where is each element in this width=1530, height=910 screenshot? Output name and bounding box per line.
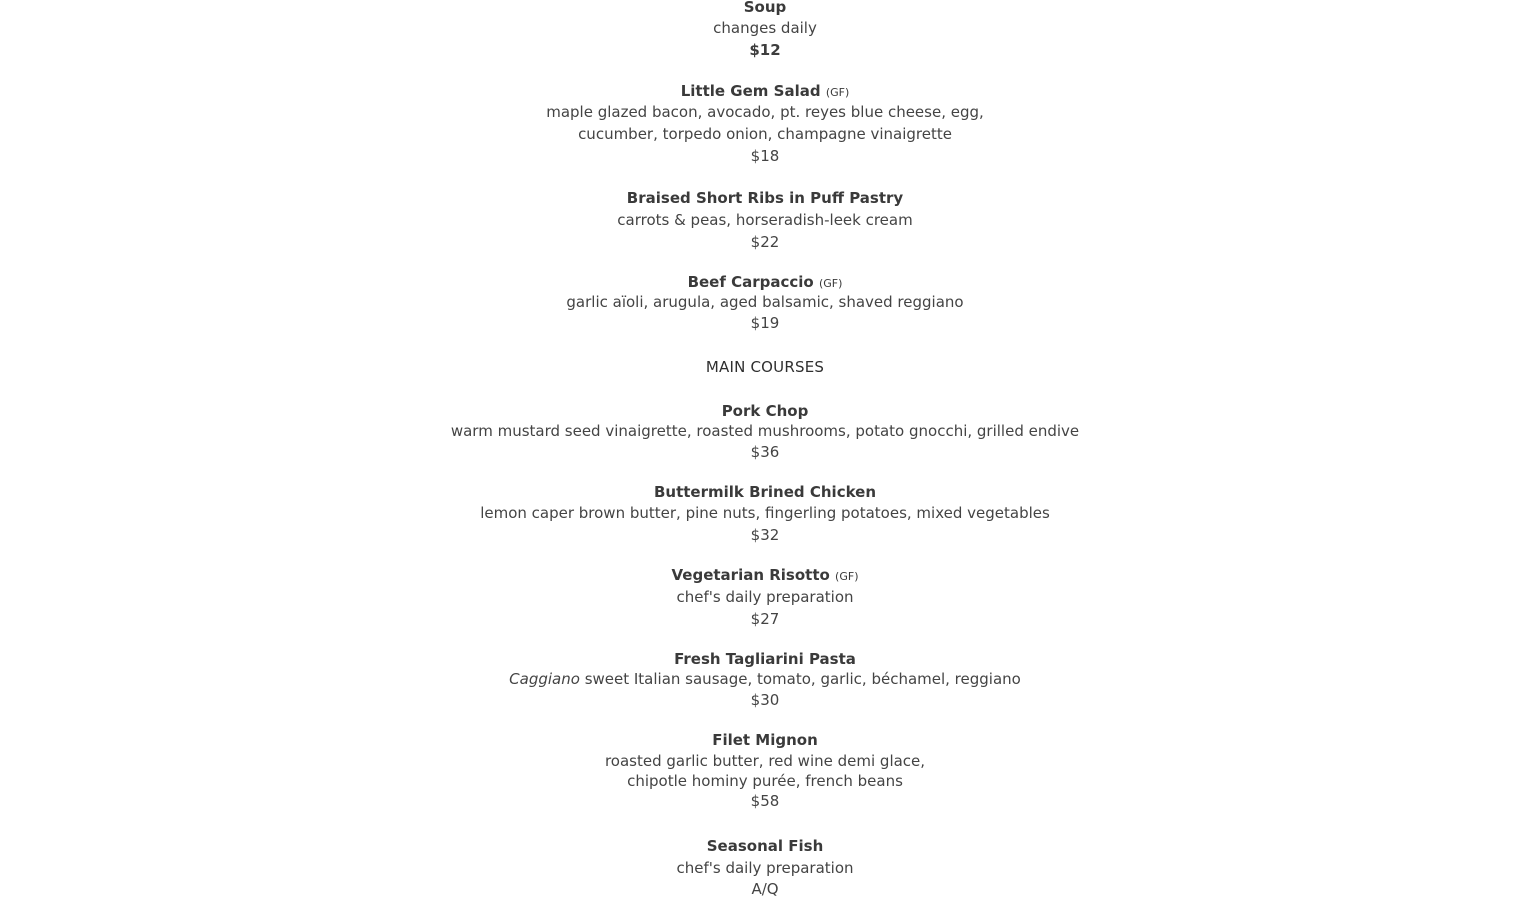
pork-chop-name: Pork Chop — [721, 402, 809, 420]
short-ribs-name: Braised Short Ribs in Puff Pastry — [626, 189, 904, 207]
seasonal-fish-name: Seasonal Fish — [706, 837, 824, 855]
item-name: Soup — [743, 0, 787, 16]
little-gem-description-line2: cucumber, torpedo onion, champagne vinaigrette — [578, 125, 952, 143]
filet-mignon-name: Filet Mignon — [712, 731, 818, 749]
filet-mignon-price: $58 — [750, 792, 780, 810]
soup-description: changes daily — [713, 19, 817, 37]
pasta-name: Fresh Tagliarini Pasta — [674, 650, 856, 668]
item-name: Beef Carpaccio — [687, 273, 814, 291]
beef-carpaccio-price: $19 — [750, 314, 780, 332]
risotto-description: chef's daily preparation — [676, 588, 854, 606]
little-gem-salad-name — [0, 81, 1530, 103]
soup-price: $12 — [749, 41, 781, 59]
little-gem-price: $18 — [750, 147, 780, 165]
seasonal-fish-price: A/Q — [751, 880, 779, 898]
gluten-free-tag: (GF) — [835, 570, 859, 583]
item-name: Little Gem Salad — [680, 82, 821, 100]
gluten-free-tag: (GF) — [825, 86, 850, 99]
gluten-free-tag: (GF) — [818, 277, 843, 290]
chicken-price: $32 — [750, 526, 780, 544]
filet-mignon-description-line1: roasted garlic butter, red wine demi glace, — [604, 752, 926, 770]
seasonal-fish-description: chef's daily preparation — [676, 859, 854, 877]
beef-carpaccio-name — [0, 272, 1530, 294]
pasta-price: $30 — [750, 691, 780, 709]
pork-chop-price: $36 — [750, 443, 780, 461]
pork-chop-description: warm mustard seed vinaigrette, roasted mushrooms, potato gnocchi, grilled endive — [450, 422, 1080, 440]
risotto-price: $27 — [750, 610, 780, 628]
item-name: Vegetarian Risotto — [671, 566, 830, 584]
chicken-name: Buttermilk Brined Chicken — [653, 483, 877, 501]
risotto-name — [0, 565, 1530, 587]
short-ribs-price: $22 — [750, 233, 780, 251]
short-ribs-description: carrots & peas, horseradish-leek cream — [617, 211, 913, 229]
pasta-description — [0, 669, 1530, 689]
main-courses-heading: MAIN COURSES — [705, 358, 825, 376]
little-gem-description-line1: maple glazed bacon, avocado, pt. reyes blue cheese, egg, — [546, 103, 984, 121]
beef-carpaccio-description: garlic aïoli, arugula, aged balsamic, shaved reggiano — [566, 293, 964, 311]
pasta-brand: Caggiano — [509, 670, 580, 688]
chicken-description: lemon caper brown butter, pine nuts, fingerling potatoes, mixed vegetables — [480, 504, 1050, 522]
soup-name — [0, 0, 1530, 17]
filet-mignon-description-line2: chipotle hominy purée, french beans — [627, 772, 903, 790]
pasta-ingredients: sweet Italian sausage, tomato, garlic, béchamel, reggiano — [579, 670, 1021, 688]
